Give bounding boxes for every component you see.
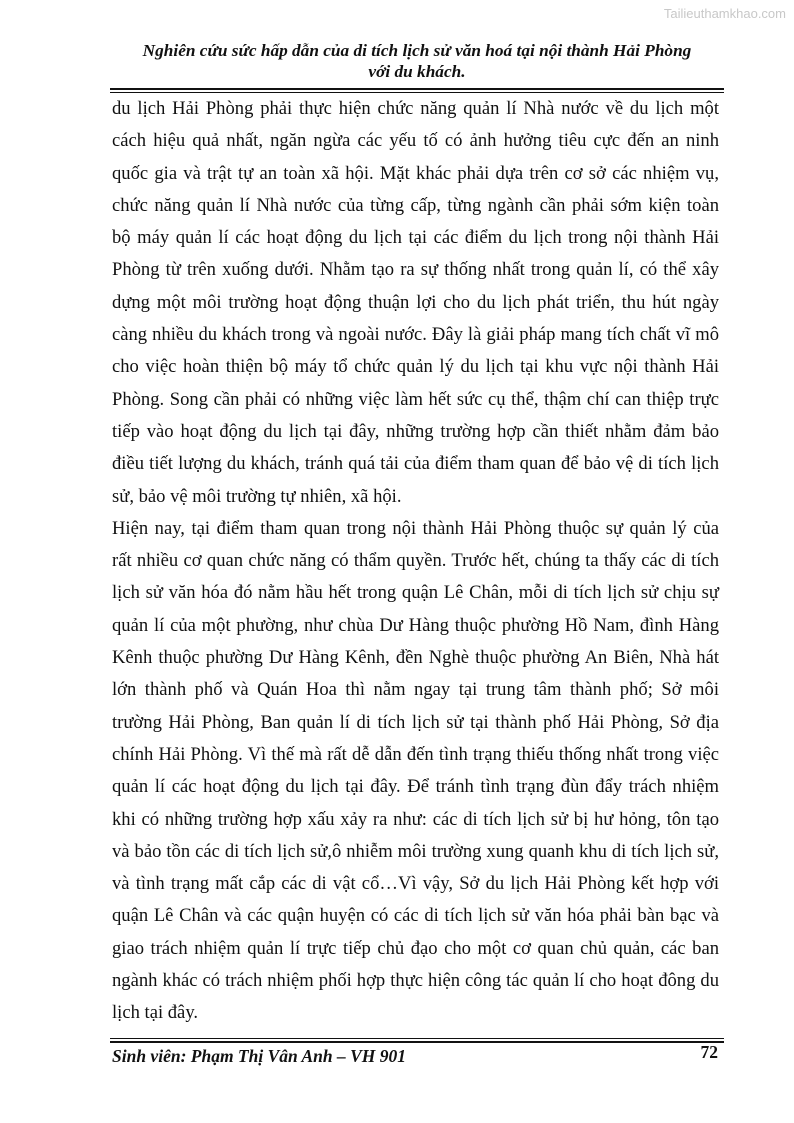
text-line: và bảo tồn các di tích lịch sử,ô nhiễm môi trường xung quanh khu di tích lịch sử, (112, 840, 719, 862)
text-line: sử, bảo vệ môi trường tự nhiên, xã hội. (112, 485, 402, 507)
footer-divider (110, 1038, 724, 1043)
text-line: Phòng từ trên xuống dưới. Nhằm tạo ra sự thống nhất trong quản lí, có thể xây (112, 259, 719, 281)
text-line: Hiện nay, tại điểm tham quan trong nội thành Hải Phòng thuộc sự quản lý của (112, 517, 719, 539)
text-line: càng nhiều du khách trong và ngoài nước. Đây là giải pháp mang tích chất vĩ mô (112, 324, 719, 346)
text-line: lịch tại đây. (112, 1002, 199, 1024)
text-line: dựng một môi trường hoạt động thuận lợi cho du lịch phát triển, thu hút ngày (112, 291, 719, 313)
header-title-line-2: với du khách. (368, 62, 466, 81)
text-line: Kênh thuộc phường Dư Hàng Kênh, đền Nghè thuộc phường An Biên, Nhà hát (112, 647, 719, 669)
text-line: quận Lê Chân và các quận huyện có các di tích lịch sử văn hóa phải bàn bạc và (112, 905, 719, 927)
text-line: quốc gia và trật tự an toàn xã hội. Mặt khác phải dựa trên cơ sở các nhiệm vụ, (112, 162, 719, 184)
text-line: và tình trạng mất cắp các di vật cổ…Vì vậy, Sở du lịch Hải Phòng kết hợp với (112, 873, 719, 895)
header-title-line-1: Nghiên cứu sức hấp dẫn của di tích lịch sử văn hoá tại nội thành Hải Phòng (142, 41, 692, 60)
text-line: du lịch Hải Phòng phải thực hiện chức năng quản lí Nhà nước về du lịch một (112, 98, 719, 119)
text-line: rất nhiều cơ quan chức năng có thẩm quyền. Trước hết, chúng ta thấy các di tích (112, 550, 719, 572)
page-number: 72 (700, 1042, 718, 1062)
body-paragraph (112, 513, 719, 1030)
text-line: quản lí của một phường, như chùa Dư Hàng thuộc phường Hồ Nam, đình Hàng (112, 614, 719, 636)
text-line: Phòng. Song cần phải có những việc làm hết sức cụ thể, thậm chí can thiệp trực (112, 388, 719, 410)
text-line: điều tiết lượng du khách, tránh quá tải của điểm tham quan để bảo vệ di tích lịch (112, 453, 719, 475)
text-line: khi có những trường hợp xấu xảy ra như: các di tích lịch sử bị hư hỏng, tôn tạo (112, 808, 719, 830)
text-line: giao trách nhiệm quản lí trực tiếp chủ đạo cho một cơ quan chủ quản, các ban (112, 937, 719, 959)
text-line: trường Hải Phòng, Ban quản lí di tích lịch sử tại thành phố Hải Phòng, Sở địa (112, 711, 719, 733)
watermark-text: Tailieuthamkhao.com (663, 6, 786, 21)
text-line: cách hiệu quả nhất, ngăn ngừa các yếu tố có ảnh hưởng tiêu cực đến an ninh (112, 130, 719, 152)
text-line: lớn thành phố và Quán Hoa thì nằm ngay tại trung tâm thành phố; Sở môi (112, 679, 719, 701)
footer-author: Sinh viên: Phạm Thị Vân Anh – VH 901 (112, 1046, 407, 1066)
text-line: quản lí các hoạt động du lịch tại đây. Để tránh tình trạng đùn đẩy trách nhiệm (112, 776, 719, 798)
body-paragraph (112, 93, 719, 513)
body-text (112, 93, 719, 1030)
text-line: cho việc hoàn thiện bộ máy tổ chức quản lý du lịch tại khu vực nội thành Hải (112, 356, 719, 378)
text-line: chính Hải Phòng. Vì thế mà rất dễ dẫn đến tình trạng thiếu thống nhất trong việc (112, 743, 719, 765)
text-line: tiếp vào hoạt động du lịch tại đây, những trường hợp cần thiết nhằm đảm bảo (112, 420, 719, 442)
text-line: ngành khác có trách nhiệm phối hợp thực hiện công tác quản lí cho hoạt đông du (112, 970, 719, 992)
page-header (112, 40, 722, 82)
text-line: chức năng quản lí Nhà nước của từng cấp, từng ngành cần phải sớm kiện toàn (112, 194, 719, 216)
text-line: bộ máy quản lí các hoạt động du lịch tại các điểm du lịch trong nội thành Hải (112, 227, 719, 249)
text-line: lịch sử văn hóa đó nằm hầu hết trong quận Lê Chân, mỗi di tích lịch sử chịu sự (112, 582, 719, 604)
